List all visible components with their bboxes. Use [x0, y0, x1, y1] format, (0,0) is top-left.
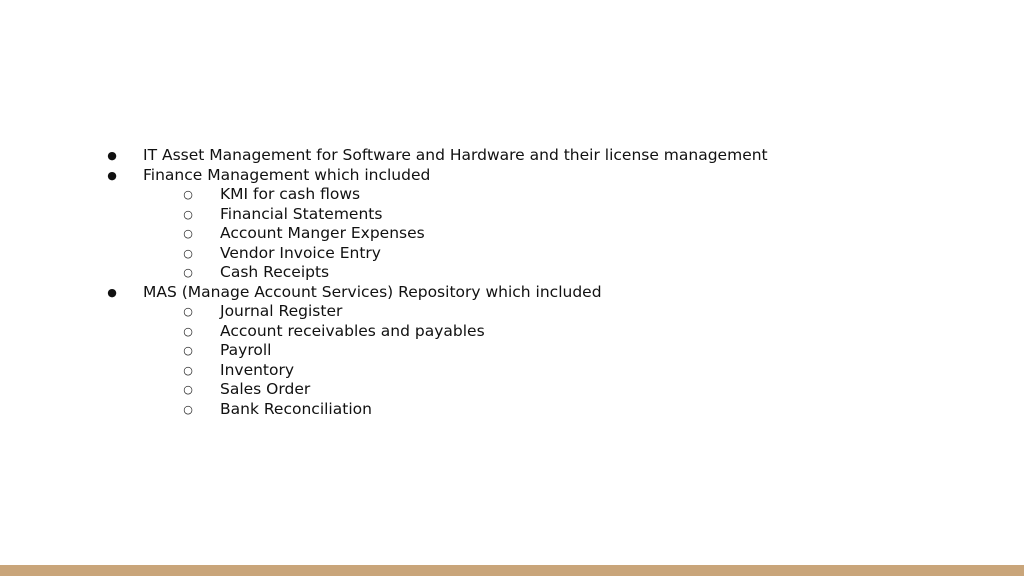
- hollow-bullet-icon: ○: [183, 305, 193, 318]
- sub-list-item-text: Cash Receipts: [220, 263, 330, 281]
- filled-bullet-icon: ●: [107, 168, 117, 182]
- sub-list-item: [100, 361, 768, 381]
- sub-list-item-text: Payroll: [220, 341, 272, 359]
- list-item-text: MAS (Manage Account Services) Repository which included: [143, 282, 602, 301]
- hollow-bullet-icon: ○: [183, 227, 193, 240]
- sub-list-item: [100, 205, 768, 225]
- sub-list-item: [100, 244, 768, 264]
- bullet-list: [100, 146, 768, 419]
- sub-list-item-text: Vendor Invoice Entry: [220, 243, 381, 262]
- list-item-text: IT Asset Management for Software and Hardware and their license management: [143, 146, 768, 164]
- sub-list-item: [100, 380, 768, 400]
- list-item: [100, 283, 768, 303]
- hollow-bullet-icon: ○: [183, 383, 193, 396]
- sub-list-item-text: Journal Register: [220, 302, 343, 320]
- list-item-text: Finance Management which included: [143, 165, 431, 184]
- sub-list-item-text: Account receivables and payables: [220, 321, 485, 340]
- sub-list-item: [100, 400, 768, 420]
- sub-list-item: [100, 302, 768, 322]
- list-item: [100, 146, 768, 166]
- hollow-bullet-icon: ○: [183, 207, 193, 221]
- hollow-bullet-icon: ○: [183, 363, 193, 377]
- sub-list-item: [100, 341, 768, 361]
- sub-list-item-text: Sales Order: [220, 380, 311, 398]
- footer-accent-bar: [0, 565, 1024, 576]
- sub-list-item-text: Financial Statements: [220, 204, 383, 223]
- hollow-bullet-icon: ○: [183, 402, 193, 416]
- hollow-bullet-icon: ○: [183, 246, 193, 260]
- sub-list-item-text: Bank Reconciliation: [220, 399, 372, 418]
- sub-list-item-text: KMI for cash flows: [220, 185, 361, 203]
- sub-list-item-text: Account Manger Expenses: [220, 224, 425, 242]
- hollow-bullet-icon: ○: [183, 344, 193, 357]
- filled-bullet-icon: ●: [107, 285, 117, 299]
- list-item: [100, 166, 768, 186]
- sub-list-item: [100, 263, 768, 283]
- hollow-bullet-icon: ○: [183, 266, 193, 279]
- sub-list-item: [100, 185, 768, 205]
- hollow-bullet-icon: ○: [183, 324, 193, 338]
- sub-list-item-text: Inventory: [220, 360, 295, 379]
- sub-list-item: [100, 322, 768, 342]
- filled-bullet-icon: ●: [107, 149, 117, 162]
- hollow-bullet-icon: ○: [183, 188, 193, 201]
- sub-list-item: [100, 224, 768, 244]
